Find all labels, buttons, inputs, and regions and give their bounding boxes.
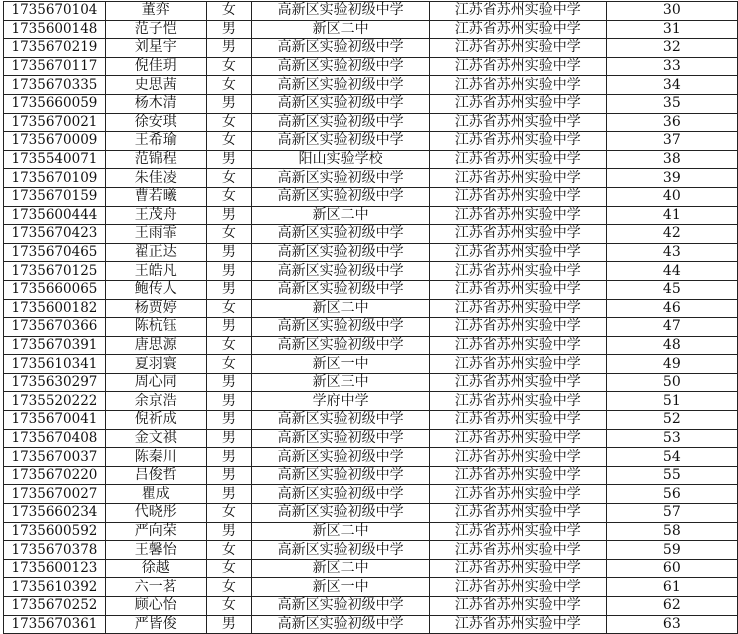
origin-school-cell: 高新区实验初级中学 [252,169,430,188]
admitted-school-cell: 江苏省苏州实验中学 [429,57,606,76]
gender-cell: 男 [206,206,252,225]
table-row [4,559,738,578]
table-row [4,448,738,467]
table-row [4,373,738,392]
admitted-school-cell: 江苏省苏州实验中学 [429,169,606,188]
student-name-cell: 瞿成 [105,485,206,504]
student-id-cell: 1735600182 [4,299,106,318]
student-name-cell: 徐越 [105,559,206,578]
table-row [4,280,738,299]
student-id-cell: 1735670021 [4,113,106,132]
table-row [4,187,738,206]
student-name-cell: 范子恺 [105,20,206,39]
student-name-cell: 唐思源 [105,336,206,355]
origin-school-cell: 高新区实验初级中学 [252,448,430,467]
admitted-school-cell: 江苏省苏州实验中学 [429,132,606,151]
student-name-cell: 金文祺 [105,429,206,448]
student-id-cell: 1735670041 [4,411,106,430]
student-id-cell: 1735660234 [4,504,106,523]
origin-school-cell: 高新区实验初级中学 [252,94,430,113]
origin-school-cell: 新区二中 [252,522,430,541]
admitted-school-cell: 江苏省苏州实验中学 [429,559,606,578]
rank-cell: 44 [606,262,737,281]
rank-cell: 59 [606,541,737,560]
rank-cell: 34 [606,76,737,95]
student-name-cell: 曹若曦 [105,187,206,206]
admitted-school-cell: 江苏省苏州实验中学 [429,578,606,597]
gender-cell: 男 [206,466,252,485]
gender-cell: 女 [206,504,252,523]
gender-cell: 女 [206,336,252,355]
student-id-cell: 1735670037 [4,448,106,467]
table-row [4,169,738,188]
student-name-cell: 吕俊哲 [105,466,206,485]
admitted-school-cell: 江苏省苏州实验中学 [429,262,606,281]
gender-cell: 女 [206,187,252,206]
gender-cell: 女 [206,541,252,560]
admitted-school-cell: 江苏省苏州实验中学 [429,299,606,318]
rank-cell: 39 [606,169,737,188]
admitted-school-cell: 江苏省苏州实验中学 [429,466,606,485]
student-id-cell: 1735600592 [4,522,106,541]
admitted-school-cell: 江苏省苏州实验中学 [429,150,606,169]
gender-cell: 女 [206,578,252,597]
gender-cell: 男 [206,448,252,467]
gender-cell: 男 [206,20,252,39]
student-id-cell: 1735670109 [4,169,106,188]
student-id-cell: 1735670378 [4,541,106,560]
student-id-cell: 1735670408 [4,429,106,448]
admitted-school-cell: 江苏省苏州实验中学 [429,448,606,467]
student-name-cell: 严皆俊 [105,615,206,634]
student-id-cell: 1735670220 [4,466,106,485]
rank-cell: 33 [606,57,737,76]
origin-school-cell: 学府中学 [252,392,430,411]
student-name-cell: 王馨怡 [105,541,206,560]
rank-cell: 52 [606,411,737,430]
origin-school-cell: 高新区实验初级中学 [252,615,430,634]
origin-school-cell: 高新区实验初级中学 [252,411,430,430]
student-name-cell: 顾心怡 [105,597,206,616]
admitted-school-cell: 江苏省苏州实验中学 [429,206,606,225]
admitted-school-cell: 江苏省苏州实验中学 [429,541,606,560]
student-name-cell: 朱佳凌 [105,169,206,188]
student-name-cell: 严向荣 [105,522,206,541]
origin-school-cell: 新区一中 [252,355,430,374]
table-row [4,113,738,132]
origin-school-cell: 新区二中 [252,206,430,225]
gender-cell: 女 [206,57,252,76]
table-row [4,132,738,151]
table-row [4,541,738,560]
table-row [4,411,738,430]
gender-cell: 女 [206,169,252,188]
student-id-cell: 1735540071 [4,150,106,169]
origin-school-cell: 阳山实验学校 [252,150,430,169]
gender-cell: 女 [206,76,252,95]
gender-cell: 男 [206,318,252,337]
gender-cell: 男 [206,429,252,448]
gender-cell: 女 [206,597,252,616]
student-name-cell: 六一茗 [105,578,206,597]
student-id-cell: 1735630297 [4,373,106,392]
admitted-school-cell: 江苏省苏州实验中学 [429,113,606,132]
student-name-cell: 倪佳玥 [105,57,206,76]
rank-cell: 47 [606,318,737,337]
student-id-cell: 1735670361 [4,615,106,634]
student-name-cell: 倪祈成 [105,411,206,430]
student-name-cell: 王茂舟 [105,206,206,225]
gender-cell: 女 [206,559,252,578]
student-name-cell: 范锦程 [105,150,206,169]
student-id-cell: 1735670465 [4,243,106,262]
admitted-school-cell: 江苏省苏州实验中学 [429,280,606,299]
student-id-cell: 1735670335 [4,76,106,95]
rank-cell: 60 [606,559,737,578]
gender-cell: 男 [206,411,252,430]
origin-school-cell: 新区二中 [252,20,430,39]
table-row [4,318,738,337]
gender-cell: 女 [206,355,252,374]
rank-cell: 54 [606,448,737,467]
admitted-school-cell: 江苏省苏州实验中学 [429,243,606,262]
admitted-school-cell: 江苏省苏州实验中学 [429,20,606,39]
table-row [4,299,738,318]
rank-cell: 57 [606,504,737,523]
admitted-school-cell: 江苏省苏州实验中学 [429,522,606,541]
table-row [4,597,738,616]
origin-school-cell: 高新区实验初级中学 [252,2,430,21]
student-name-cell: 王希瑜 [105,132,206,151]
student-name-cell: 史思茜 [105,76,206,95]
rank-cell: 58 [606,522,737,541]
student-id-cell: 1735670027 [4,485,106,504]
origin-school-cell: 新区一中 [252,578,430,597]
table-row [4,392,738,411]
rank-cell: 53 [606,429,737,448]
rank-cell: 38 [606,150,737,169]
student-name-cell: 王雨霏 [105,225,206,244]
origin-school-cell: 高新区实验初级中学 [252,113,430,132]
origin-school-cell: 高新区实验初级中学 [252,597,430,616]
student-name-cell: 陈杭钰 [105,318,206,337]
admitted-school-cell: 江苏省苏州实验中学 [429,504,606,523]
admitted-school-cell: 江苏省苏州实验中学 [429,336,606,355]
gender-cell: 男 [206,94,252,113]
origin-school-cell: 新区二中 [252,299,430,318]
table-row [4,336,738,355]
origin-school-cell: 高新区实验初级中学 [252,262,430,281]
rank-cell: 56 [606,485,737,504]
admitted-school-cell: 江苏省苏州实验中学 [429,429,606,448]
rank-cell: 49 [606,355,737,374]
rank-cell: 40 [606,187,737,206]
admitted-school-cell: 江苏省苏州实验中学 [429,187,606,206]
rank-cell: 32 [606,39,737,58]
gender-cell: 男 [206,150,252,169]
roster-body [4,2,738,634]
table-row [4,94,738,113]
student-id-cell: 1735660059 [4,94,106,113]
origin-school-cell: 高新区实验初级中学 [252,57,430,76]
origin-school-cell: 高新区实验初级中学 [252,39,430,58]
origin-school-cell: 高新区实验初级中学 [252,504,430,523]
admitted-school-cell: 江苏省苏州实验中学 [429,76,606,95]
table-row [4,522,738,541]
rank-cell: 61 [606,578,737,597]
rank-cell: 42 [606,225,737,244]
origin-school-cell: 高新区实验初级中学 [252,336,430,355]
admitted-school-cell: 江苏省苏州实验中学 [429,485,606,504]
rank-cell: 51 [606,392,737,411]
origin-school-cell: 高新区实验初级中学 [252,132,430,151]
rank-cell: 30 [606,2,737,21]
admitted-school-cell: 江苏省苏州实验中学 [429,2,606,21]
origin-school-cell: 高新区实验初级中学 [252,318,430,337]
student-name-cell: 余京浩 [105,392,206,411]
admitted-school-cell: 江苏省苏州实验中学 [429,411,606,430]
origin-school-cell: 高新区实验初级中学 [252,466,430,485]
origin-school-cell: 高新区实验初级中学 [252,225,430,244]
student-name-cell: 陈秦川 [105,448,206,467]
student-id-cell: 1735670117 [4,57,106,76]
student-id-cell: 1735600444 [4,206,106,225]
table-row [4,466,738,485]
rank-cell: 55 [606,466,737,485]
admitted-school-cell: 江苏省苏州实验中学 [429,392,606,411]
admitted-school-cell: 江苏省苏州实验中学 [429,373,606,392]
student-name-cell: 翟正达 [105,243,206,262]
student-id-cell: 1735610341 [4,355,106,374]
gender-cell: 女 [206,225,252,244]
admitted-school-cell: 江苏省苏州实验中学 [429,39,606,58]
origin-school-cell: 高新区实验初级中学 [252,485,430,504]
admitted-school-cell: 江苏省苏州实验中学 [429,318,606,337]
table-row [4,355,738,374]
student-name-cell: 杨木清 [105,94,206,113]
student-name-cell: 王皓凡 [105,262,206,281]
student-name-cell: 代晓彤 [105,504,206,523]
admitted-school-cell: 江苏省苏州实验中学 [429,615,606,634]
admitted-school-cell: 江苏省苏州实验中学 [429,355,606,374]
origin-school-cell: 高新区实验初级中学 [252,243,430,262]
table-row [4,485,738,504]
student-id-cell: 1735670252 [4,597,106,616]
student-name-cell: 杨贾婷 [105,299,206,318]
origin-school-cell: 高新区实验初级中学 [252,76,430,95]
table-row [4,39,738,58]
student-name-cell: 徐安琪 [105,113,206,132]
rank-cell: 45 [606,280,737,299]
gender-cell: 男 [206,392,252,411]
student-name-cell: 周心同 [105,373,206,392]
origin-school-cell: 高新区实验初级中学 [252,541,430,560]
table-row [4,243,738,262]
table-row [4,20,738,39]
gender-cell: 男 [206,615,252,634]
gender-cell: 男 [206,485,252,504]
admitted-school-cell: 江苏省苏州实验中学 [429,94,606,113]
gender-cell: 女 [206,2,252,21]
admission-roster-table [3,1,738,634]
student-id-cell: 1735670366 [4,318,106,337]
admitted-school-cell: 江苏省苏州实验中学 [429,597,606,616]
table-row [4,57,738,76]
table-row [4,504,738,523]
origin-school-cell: 高新区实验初级中学 [252,187,430,206]
rank-cell: 31 [606,20,737,39]
table-row [4,615,738,634]
gender-cell: 男 [206,243,252,262]
student-id-cell: 1735520222 [4,392,106,411]
gender-cell: 女 [206,113,252,132]
gender-cell: 男 [206,373,252,392]
origin-school-cell: 高新区实验初级中学 [252,280,430,299]
table-row [4,76,738,95]
rank-cell: 37 [606,132,737,151]
table-row [4,225,738,244]
student-id-cell: 1735670423 [4,225,106,244]
gender-cell: 女 [206,299,252,318]
rank-cell: 63 [606,615,737,634]
rank-cell: 62 [606,597,737,616]
origin-school-cell: 新区二中 [252,559,430,578]
gender-cell: 女 [206,132,252,151]
student-id-cell: 1735670391 [4,336,106,355]
student-id-cell: 1735670104 [4,2,106,21]
table-row [4,262,738,281]
gender-cell: 男 [206,262,252,281]
table-row [4,429,738,448]
rank-cell: 50 [606,373,737,392]
admitted-school-cell: 江苏省苏州实验中学 [429,225,606,244]
student-id-cell: 1735600123 [4,559,106,578]
student-name-cell: 鲍传人 [105,280,206,299]
gender-cell: 男 [206,39,252,58]
student-id-cell: 1735670009 [4,132,106,151]
gender-cell: 男 [206,280,252,299]
table-row [4,150,738,169]
student-name-cell: 夏羽寰 [105,355,206,374]
rank-cell: 41 [606,206,737,225]
student-id-cell: 1735670159 [4,187,106,206]
origin-school-cell: 高新区实验初级中学 [252,429,430,448]
origin-school-cell: 新区三中 [252,373,430,392]
student-id-cell: 1735670219 [4,39,106,58]
gender-cell: 男 [206,522,252,541]
table-row [4,2,738,21]
rank-cell: 35 [606,94,737,113]
rank-cell: 48 [606,336,737,355]
table-row [4,578,738,597]
rank-cell: 46 [606,299,737,318]
student-id-cell: 1735670125 [4,262,106,281]
student-name-cell: 刘星宇 [105,39,206,58]
student-name-cell: 董弈 [105,2,206,21]
student-id-cell: 1735600148 [4,20,106,39]
rank-cell: 36 [606,113,737,132]
rank-cell: 43 [606,243,737,262]
table-row [4,206,738,225]
student-id-cell: 1735610392 [4,578,106,597]
student-id-cell: 1735660065 [4,280,106,299]
